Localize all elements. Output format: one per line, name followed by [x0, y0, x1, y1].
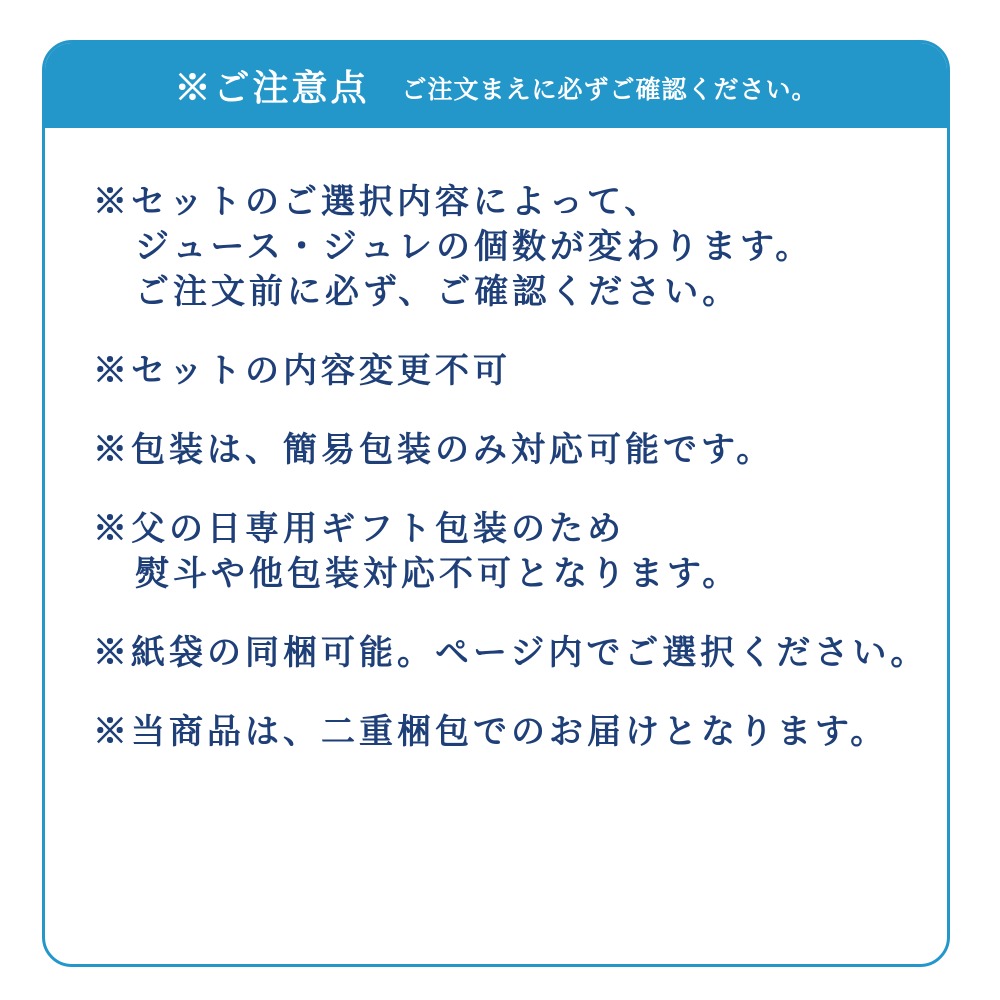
notice-body: [45, 128, 947, 755]
note-no-content-change: [93, 349, 919, 394]
note-line: ※紙袋の同梱可能。ページ内でご選択ください。: [93, 634, 929, 672]
note-paper-bag: [93, 631, 929, 676]
note-line: ジュース・ジュレの個数が変わります。: [135, 228, 814, 266]
note-line: ※包装は、簡易包装のみ対応可能です。: [93, 431, 775, 469]
note-fathers-day-gift-wrap: [93, 507, 919, 597]
notice-header: [45, 43, 947, 128]
notice-subtitle: ご注文まえに必ずご確認ください。: [401, 76, 818, 104]
note-simple-wrapping: [93, 428, 919, 473]
note-set-selection: [93, 180, 919, 315]
note-line: 熨斗や他包装対応不可となります。: [135, 555, 741, 593]
note-line: ご注文前に必ず、ご確認ください。: [135, 273, 741, 311]
note-line: ※セットの内容変更不可: [93, 352, 511, 390]
note-line: ※父の日専用ギフト包装のため: [93, 510, 625, 548]
notice-title: ※ご注意点: [174, 67, 370, 108]
note-line: ※当商品は、二重梱包でのお届けとなります。: [93, 713, 889, 751]
note-double-packing: [93, 710, 919, 755]
notice-card: [42, 40, 950, 967]
note-line: ※セットのご選択内容によって、: [93, 183, 663, 221]
